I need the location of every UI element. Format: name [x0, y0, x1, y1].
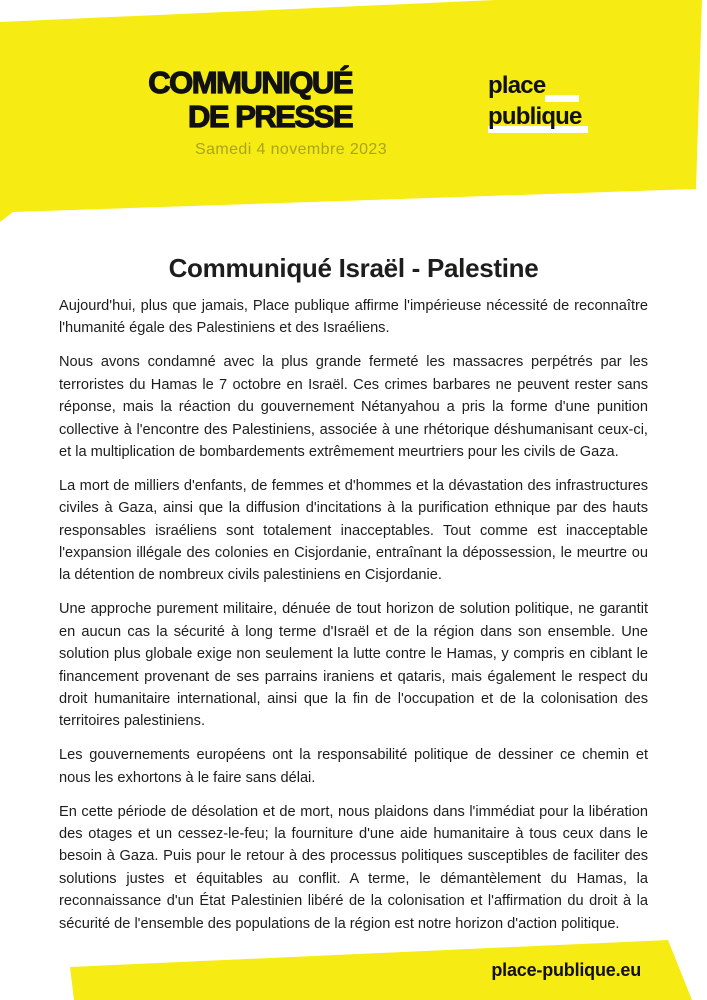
footer-website-link[interactable]: place-publique.eu	[491, 960, 641, 980]
document-title: Communiqué Israël - Palestine	[168, 253, 539, 284]
document-body	[59, 295, 648, 947]
press-release-date: Samedi 4 novembre 2023	[195, 141, 388, 158]
body-paragraph: Une approche purement militaire, dénuée de tout horizon de solution politique, ne garantit en aucun cas la sécurité à long terme d'Israël et de la région dans son ensemble. Une solution plus globale exige non seulement la lutte contre le Hamas, y compris en ciblant le financement provenant de ses parrains iraniens et qataris, mais également le respect du droit humanitaire international, ainsi que la fin de l'occupation et de la colonisation des territoires palestiniens.	[59, 601, 648, 730]
logo-text-line2: publique	[488, 103, 582, 130]
body-paragraph: En cette période de désolation et de mort, nous plaidons dans l'immédiat pour la libération des otages et un cessez-le-feu; la fourniture d'une aide humanitaire à tous ceux dans le besoin à Gaza. Puis pour le retour à des processus politiques susceptibles de faciliter des solutions justes et équitables au conflit. A terme, le démantèlement du Hamas, la reconnaissance d'un État Palestinien libéré de la colonisation et l'affirmation du droit à la sécurité de l'ensemble des populations de la région est notre horizon d'action politique.	[59, 803, 648, 932]
place-publique-logo	[488, 70, 608, 140]
body-paragraph: Les gouvernements européens ont la responsabilité politique de dessiner ce chemin et nous les exhortons à le faire sans délai.	[59, 747, 648, 786]
press-release-heading	[0, 66, 352, 134]
press-release-heading-line1: COMMUNIQUÉ	[148, 65, 352, 100]
logo-text-line1: place	[488, 72, 546, 99]
body-paragraph: Aujourd'hui, plus que jamais, Place publique affirme l'impérieuse nécessité de reconnaître l'humanité égale des Palestiniens et des Israéliens.	[59, 298, 648, 337]
body-paragraph: La mort de milliers d'enfants, de femmes et d'hommes et la dévastation des infrastructures civiles à Gaza, ainsi que la diffusion d'incitations à la purification ethnique par des hauts responsables israéliens sont totalement inacceptables. Tout comme est inacceptable l'expansion illégale des colonies en Cisjordanie, entraînant la dépossession, le meurtre ou la détention de nombreux civils palestiniens en Cisjordanie.	[59, 477, 648, 584]
logo-text	[488, 70, 608, 132]
press-release-heading-line2: DE PRESSE	[188, 99, 352, 134]
body-paragraph: Nous avons condamné avec la plus grande fermeté les massacres perpétrés par les terroristes du Hamas le 7 octobre en Israël. Ces crimes barbares ne peuvent rester sans réponse, mais la réaction du gouvernement Nétanyahou a pris la forme d'une punition collective à l'encontre des Palestiniens, associée à une rhétorique déshumanisant ceux-ci, et la multiplication de bombardements extrêmement meurtriers pour les civils de Gaza.	[59, 354, 648, 460]
